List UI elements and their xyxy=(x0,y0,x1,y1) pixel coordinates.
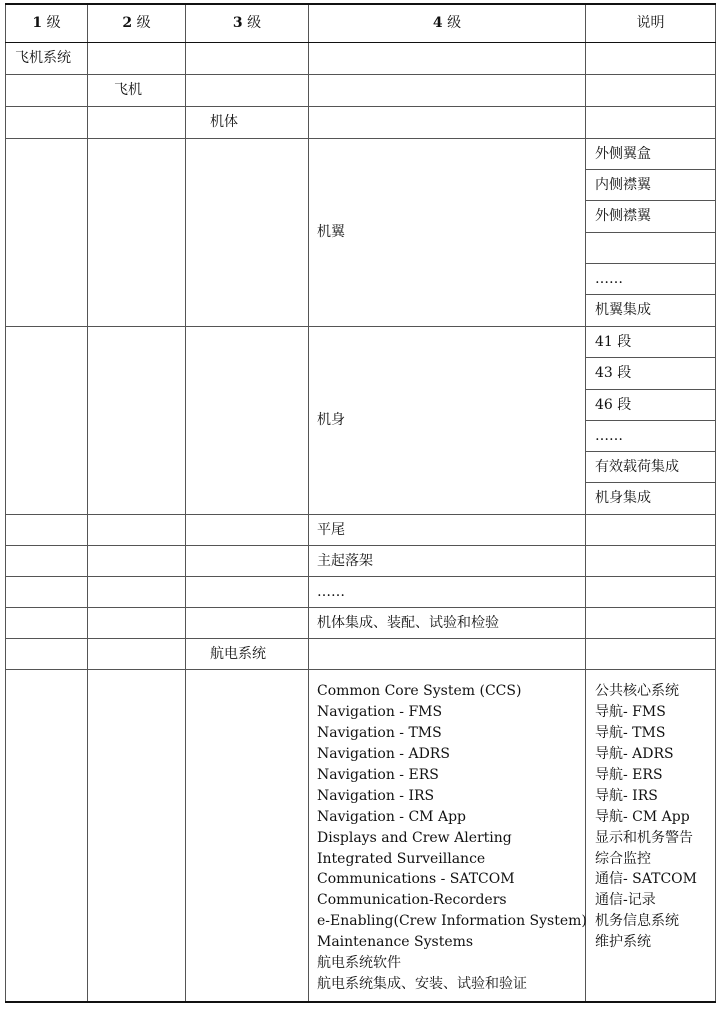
note-item: 导航- IRS xyxy=(595,787,658,804)
fuselage-notes xyxy=(586,327,716,515)
cell-htail: 平尾 xyxy=(309,515,586,546)
note-item: 机翼集成 xyxy=(595,301,651,318)
note-item: 维护系统 xyxy=(595,934,651,951)
note-item: 公共核心系统 xyxy=(595,683,679,700)
note-item: 内侧襟翼 xyxy=(586,170,715,201)
list-item: Navigation - FMS xyxy=(317,704,443,721)
header-note: 说明 xyxy=(586,4,716,43)
list-item: Maintenance Systems xyxy=(317,934,474,951)
cell-fuselage: 机身 xyxy=(309,327,586,515)
table-row-wing xyxy=(6,139,716,327)
note-item: 43 段 xyxy=(586,358,715,389)
cell-airframe: 机体 xyxy=(186,107,309,139)
list-item: Navigation - ADRS xyxy=(317,745,450,762)
table-row xyxy=(6,515,716,546)
cell-avionics: 航电系统 xyxy=(186,639,309,670)
list-item: Navigation - CM App xyxy=(317,808,467,825)
note-item: 46 段 xyxy=(586,390,715,421)
wbs-table xyxy=(5,3,716,1003)
note-item: 41 段 xyxy=(586,327,715,358)
cell-main-gear: 主起落架 xyxy=(309,546,586,577)
header-level-4: 4 级 xyxy=(309,4,586,43)
list-item: Communications - SATCOM xyxy=(317,871,515,888)
cell-aircraft-system: 飞机系统 xyxy=(6,43,88,75)
note-item: 外侧襟翼 xyxy=(586,201,715,232)
note-item: 导航- CM App xyxy=(595,808,690,825)
list-item: Displays and Crew Alerting xyxy=(317,829,512,846)
note-item: 通信- SATCOM xyxy=(595,871,697,888)
note-item: 有效载荷集成 xyxy=(586,452,715,483)
header-row xyxy=(6,4,716,43)
table-row-avionics-items xyxy=(6,670,716,1002)
cell-airframe-integration: 机体集成、装配、试验和检验 xyxy=(309,608,586,639)
list-item: Navigation - TMS xyxy=(317,725,442,742)
note-item: 机身集成 xyxy=(595,490,651,507)
table-row xyxy=(6,107,716,139)
note-item: …… xyxy=(586,264,715,295)
wing-notes xyxy=(586,139,716,327)
list-item: Common Core System (CCS) xyxy=(317,683,522,700)
note-item: 导航- TMS xyxy=(595,725,666,742)
list-item: Navigation - ERS xyxy=(317,766,439,783)
list-item: 航电系统软件 xyxy=(317,955,401,972)
table-row xyxy=(6,608,716,639)
cell-wing: 机翼 xyxy=(309,139,586,327)
table-row xyxy=(6,577,716,608)
list-item: Navigation - IRS xyxy=(317,787,435,804)
note-item: 通信-记录 xyxy=(595,892,656,909)
note-item: …… xyxy=(586,421,715,452)
table-row xyxy=(6,639,716,670)
header-level-3: 3 级 xyxy=(186,4,309,43)
table-row xyxy=(6,546,716,577)
avionics-note-list xyxy=(586,670,716,1002)
table-row xyxy=(6,43,716,75)
header-level-2: 2 级 xyxy=(88,4,186,43)
cell-ellipsis: …… xyxy=(309,577,586,608)
note-item: 机务信息系统 xyxy=(595,913,679,930)
list-item: 航电系统集成、安装、试验和验证 xyxy=(317,975,527,992)
note-item: 导航- FMS xyxy=(595,704,666,721)
list-item: e-Enabling(Crew Information System) xyxy=(317,913,587,930)
cell-aircraft: 飞机 xyxy=(88,75,186,107)
avionics-item-list xyxy=(309,670,586,1002)
list-item: Communication-Recorders xyxy=(317,892,507,909)
note-item: 导航- ERS xyxy=(595,766,663,783)
header-level-1: 1 级 xyxy=(6,4,88,43)
note-item xyxy=(586,233,715,264)
note-item: 综合监控 xyxy=(595,850,651,867)
table-row-fuselage xyxy=(6,327,716,515)
list-item: Integrated Surveillance xyxy=(317,850,486,867)
note-item: 导航- ADRS xyxy=(595,745,674,762)
note-item: 外侧翼盒 xyxy=(586,139,715,170)
table-row xyxy=(6,75,716,107)
note-item: 显示和机务警告 xyxy=(595,829,693,846)
